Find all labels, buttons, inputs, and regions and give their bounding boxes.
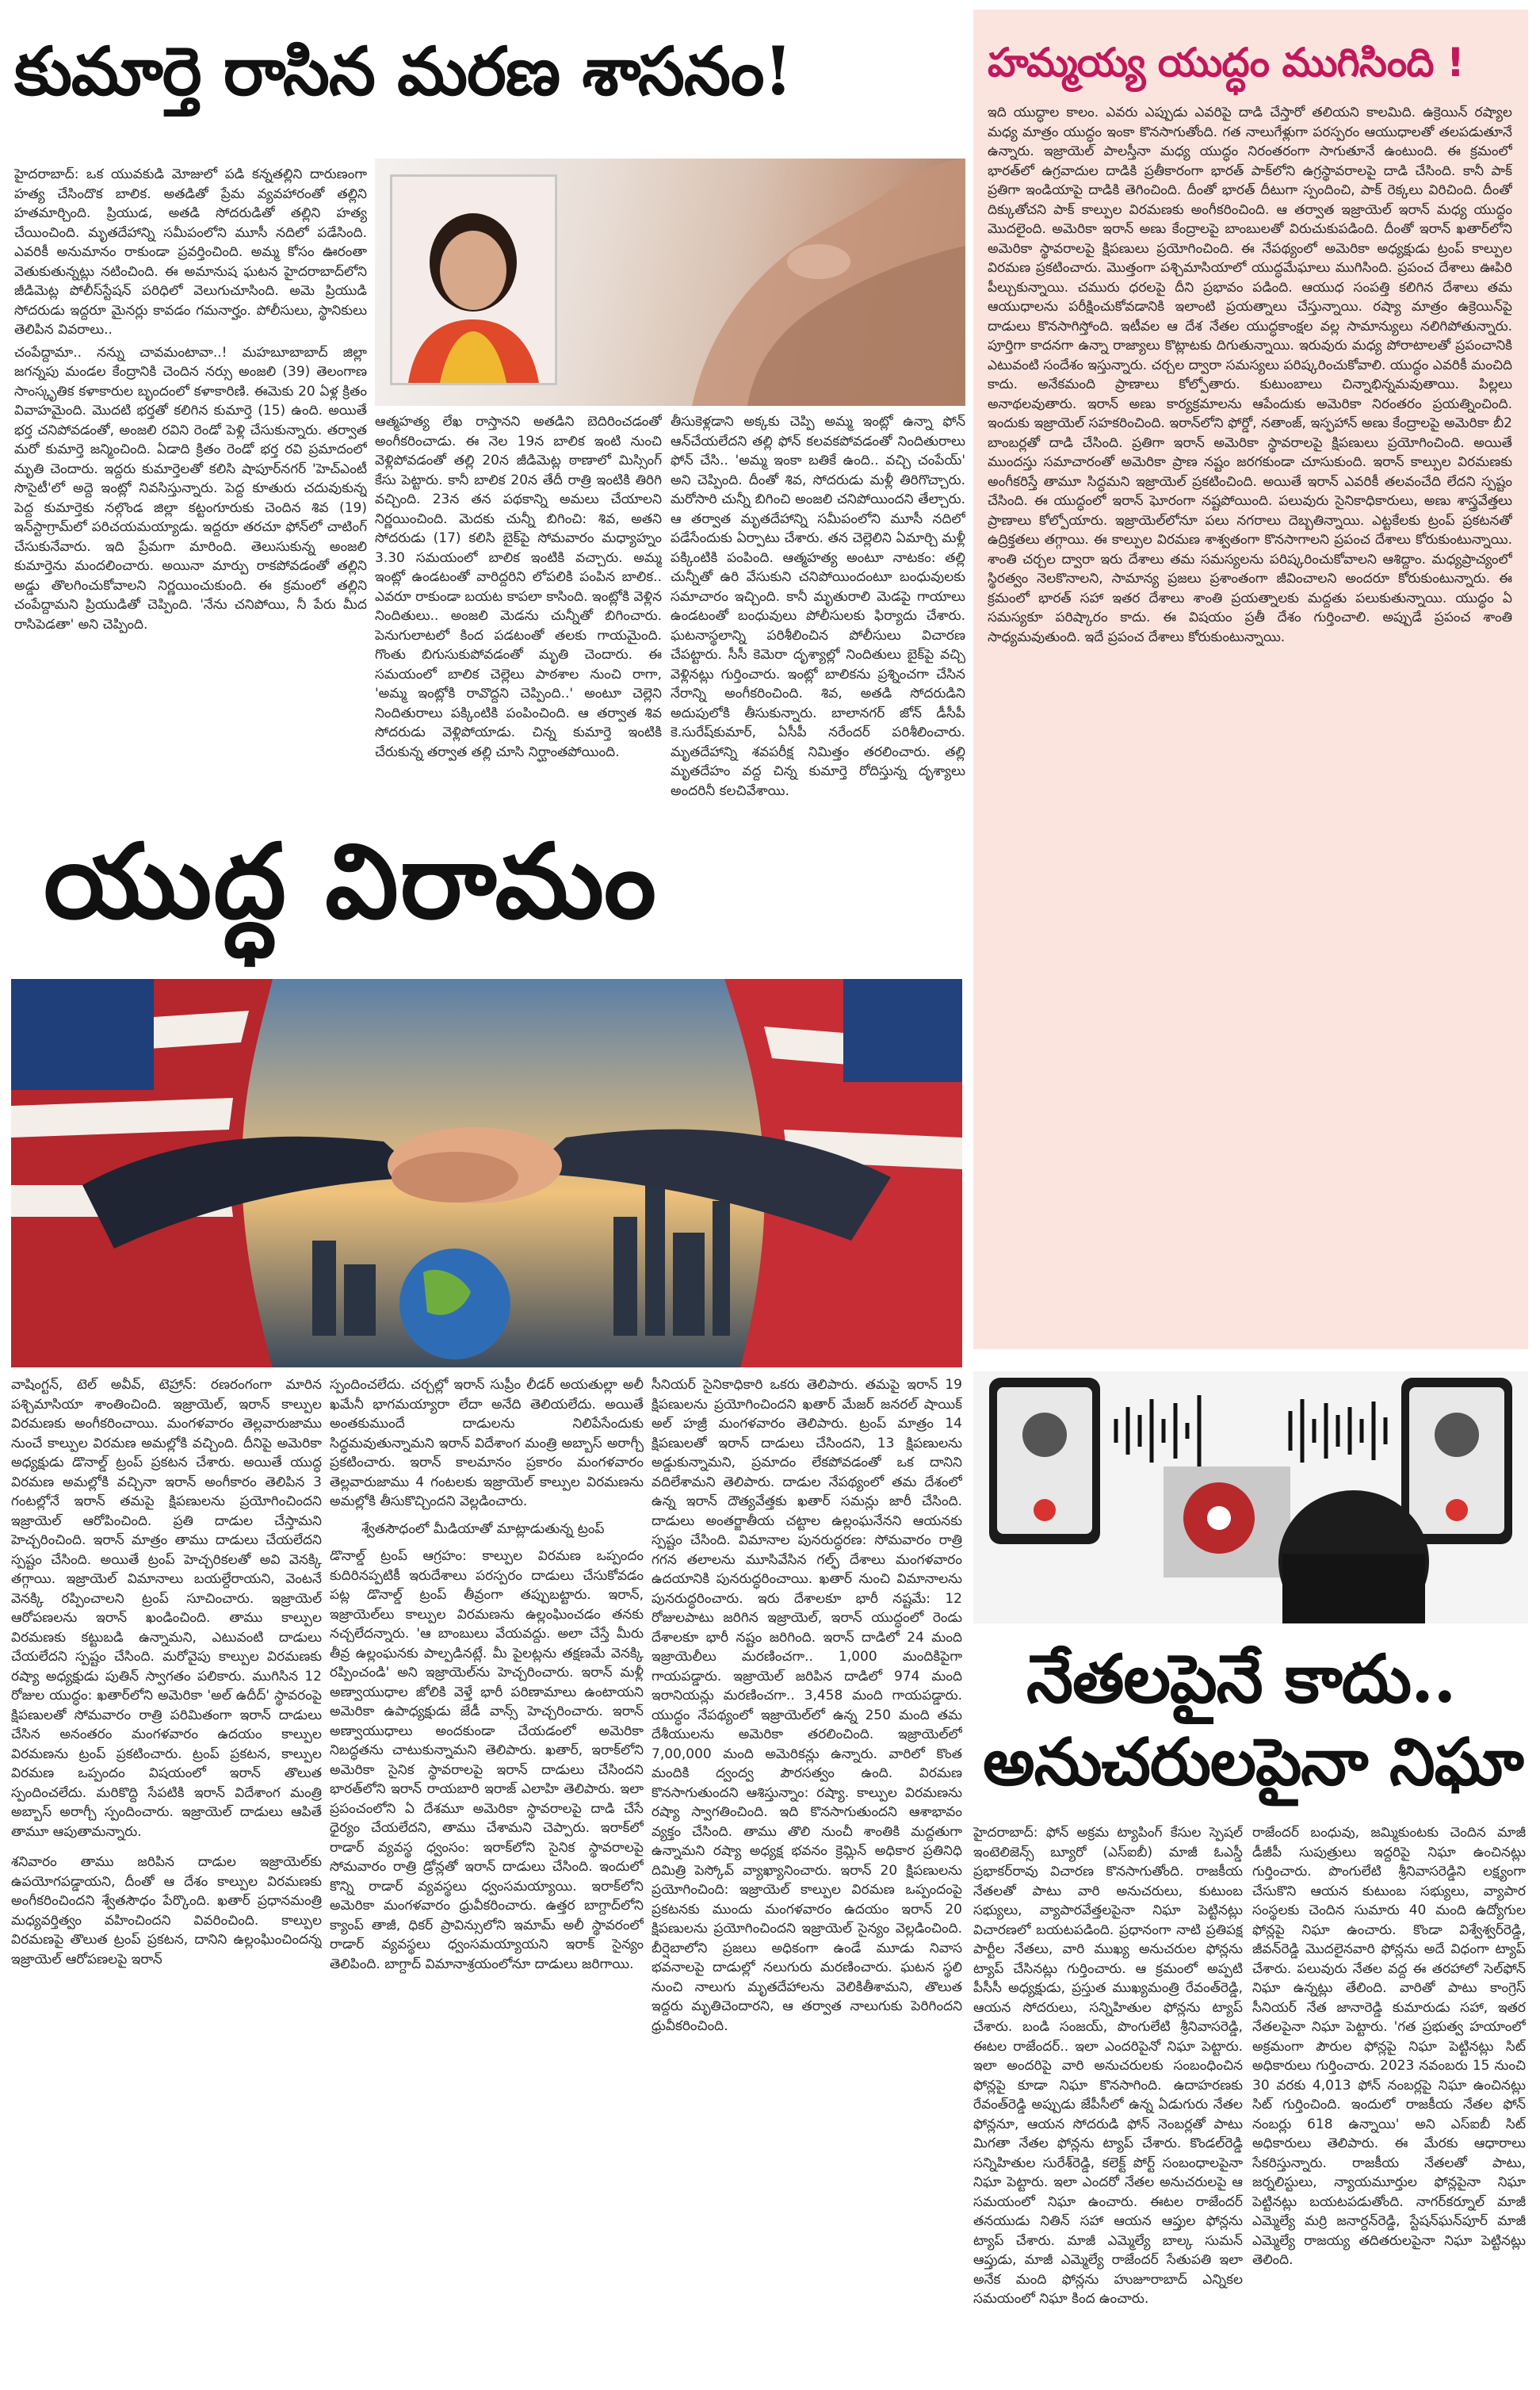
phone-tapping-illustration bbox=[973, 1371, 1528, 1623]
story4-headline-line2: అనుచరులపైనా నిఘా bbox=[983, 1724, 1523, 1800]
story4-photo-phone-tapping bbox=[973, 1371, 1528, 1623]
story2-body: ఇది యుద్ధాల కాలం. ఎవరు ఎప్పుడు ఎవరిపై దాడి చేస్తారో తలియని కాలమిది. ఉక్రెయిన్ రష్యాల మధ్య మాత్రం యుద్ధం ఇంకా కొనసాగుతోంది. గత నాలుగేళ్లుగా పరస్పరం ఆయుధాలతో తలపడుతూనే ఉన్నారు. ఇజ్రాయెల్ పాలస్తీనా మధ్య యుద్ధం నిరంతరంగా సాగుతూనే ఉంటుంది. ఈ క్రమంలో భారత్‌లో ఉగ్రవాదుల దాడికి ప్రతీకారంగా భారత్ పాక్‌లోని ఉగ్రస్థావరాలపై దాడి చేసింది. కానీ పాక్ ప్రతిగా ఇండియాపై దాడికి తెగించింది. దీంతో భారత్ దీటుగా స్పందించి, పాక్ రెక్కలు విరిచింది. దీంతో దిక్కుతోచని పాక్ కాల్పుల విరమణకు అంగీకరించింది. ఆ తర్వాత ఇజ్రాయెల్ ఇరాన్ మధ్య యుద్ధం మొదలైంది. అమెరికా ఇరాన్ అణు కేంద్రాలపై బాంబులతో విరుచుకుపడింది. దీంతో ఇరాన్ ఖతార్‌లోని అమెరికా స్థావరాలపై క్షిపణులు ప్రయోగించింది. ఈ నేపథ్యంలో అమెరికా అధ్యక్షుడు ట్రంప్ కాల్పుల విరమణ ప్రకటించారు. మొత్తంగా పశ్చిమాసియాలో యుద్ధమేఘాలు ముగిసింది. ప్రపంచ దేశాలు ఊపిరి పీల్చుకున్నాయి. చమురు ధరలపై దీని ప్రభావం పడింది. ఆయుధ సంపత్తి కలిగిన దేశాలు తమ ఆయుధాలను పరీక్షించుకోవడానికి ఇలాంటి ప్రయత్నాలు చేస్తున్నాయి. రష్యా మాత్రం ఉక్రెయిన్‌పై దాడులు కొనసాగిస్తోంది. ఇటీవల ఆ దేశ నేతల యుద్ధకాంక్షల వల్ల సామాన్యులు నలిగిపోతున్నారు. పూర్తిగా కాదనగా ఉన్నా రాజ్యాలు కొట్లాటకు దిగుతున్నాయి. ఇరువురు మధ్య పోరాటాలతో ప్రపంచానికి ఎటువంటి సందేశం ఇస్తున్నారు. చర్చల ద్వారా సమస్యలు పరిష్కరించుకోవాలి. యుద్ధం ఎవరికీ మంచిది కాదు. అనేకమంది ప్రాణాలు కోల్పోతారు. కుటుంబాలు చిన్నాభిన్నమవుతాయి. పిల్లలు అనాథలవుతారు. ఇరాన్ అణు కార్యక్రమాలను ఆపేందుకు అమెరికా నిరంతరం ప్రయత్నించింది. ఇందుకు ఇజ్రాయెల్ సహకరించింది. ఇరాన్‌లోని ఫోర్డో, నతాంజ్, ఇస్ఫహాన్ అణు కేంద్రాలపై అమెరికా బీ2 బాంబర్లతో దాడి చేసింది. ప్రతిగా ఇరాన్ అమెరికా స్థావరాలపై క్షిపణులు ప్రయోగించింది. అయితే ముందస్తు సమాచారంతో అమెరికా ప్రాణ నష్టం జరగకుండా చూసుకుంది. ఇరాన్ కాల్పుల విరమణకు అంగీకరిస్తే తామూ సిద్ధమని ఇజ్రాయెల్ ప్రకటించింది. అయితే ఇరాన్ ఎవరికీ తలవంచేది లేదని స్పష్టం చేసింది. ఈ యుద్ధంలో ఇరాన్ ఘోరంగా నష్టపోయింది. పలువురు సైనికాధికారులు, అణు శాస్త్రవేత్తలు ప్రాణాలు కోల్పోయారు. ఇజ్రాయెల్‌లోనూ పలు నగరాలు దెబ్బతిన్నాయి. ఎట్టకేలకు ట్రంప్ ప్రకటనతో ఉద్రిక్తతలు తగ్గాయి. ఈ కాల్పుల విరమణ శాశ్వతంగా కొనసాగాలని ప్రపంచ దేశాలు కోరుకుంటున్నాయి. శాంతి చర్చల ద్వారా ఇరు దేశాలు తమ సమస్యలను పరిష్కరించుకోవాలని ఆశిద్దాం. మధ్యప్రాచ్యంలో స్థిరత్వం నెలకొనాలని, సామాన్య ప్రజలు ప్రశాంతంగా జీవించాలని అందరూ కోరుకుంటున్నారు. ఈ క్రమంలో భారత్ సహా ఇతర దేశాలు శాంతి ప్రయత్నాలకు మద్దతు పలుకుతున్నాయి. యుద్ధం ఏ సమస్యకూ పరిష్కారం కాదు. ఈ విషయం ప్రతీ దేశం గుర్తించాలి. అప్పుడే ప్రపంచ శాంతి సాధ్యమవుతుంది. ఇదే ప్రపంచ దేశాలు కోరుకుంటున్నాయి. bbox=[988, 105, 1512, 645]
story4-col2: రాజేందర్ బంధువు, జమ్మికుంటకు చెందిన మాజీ డీజీపీ సుపుత్రులు ఇద్దరిపై నిఘా ఉంచినట్లు గుర్తించారు. పొంగులేటి శ్రీనివాసరెడ్డిని లక్ష్యంగా చేసుకొని ఆయన కుటుంబ సభ్యులు, వ్యాపార సంస్థలకు చెందిన సుమారు 40 మంది ఉద్యోగుల ఫోన్లపై నిఘా ఉంచారు. కొండా విశ్వేశ్వర్‌రెడ్డి, జీవన్‌రెడ్డి మొదలైనవారి ఫోన్లను అదే విధంగా ట్యాప్ చేశారు. పలువురు నేతల వద్ద ఈ తరహాలో సెల్‌ఫోన్ నిఘా ఉన్నట్లు తేలింది. వారితో పాటు కాంగ్రెస్ సీనియర్ నేత జానారెడ్డి కుమారుడు సహా, ఇతర నేతలపైనా నిఘా పెట్టారు. 'గత ప్రభుత్వ హయాంలో అక్రమంగా పౌరుల ఫోన్లపై నిఘా పెట్టినట్లు సిట్ అధికారులు గుర్తించారు. 2023 నవంబరు 15 నుంచి 30 వరకు 4,013 ఫోన్ నంబర్లపై నిఘా ఉంచినట్లు సిట్ గుర్తించింది. ఇందులో రాజకీయ నేతల ఫోన్ నంబర్లు 618 ఉన్నాయి' అని ఎస్ఐబీ సిట్ అధికారులు తెలిపారు. ఈ మేరకు ఆధారాలు సేకరిస్తున్నారు. రాజకీయ నేతలతో పాటు, జర్నలిస్టులు, న్యాయమూర్తుల ఫోన్లపైనా నిఘా పెట్టినట్లు బయటపడుతోంది. నాగర్‌కర్నూల్ మాజీ ఎమ్మెల్యే మర్రి జనార్దన్‌రెడ్డి, స్టేషన్‌ఘన్‌పూర్ మాజీ ఎమ్మెల్యే రాజయ్య తదితరులపైనా నిఘా పెట్టినట్లు తెలింది. bbox=[1252, 1825, 1526, 2268]
story2-headline: హమ్మయ్య యుద్ధం ముగిసింది ! bbox=[988, 40, 1464, 86]
story3-col2 bbox=[330, 1375, 644, 2382]
story1-col1 bbox=[14, 165, 367, 809]
story3-col2-subhead: శ్వేతసౌధంలో మీడియాతో మాట్లాడుతున్న ట్రంప్ bbox=[361, 1520, 605, 1537]
handshake-illustration bbox=[11, 979, 962, 1367]
story3-col1-para2: శనివారం తాము జరిపిన దాడుల ఇజ్రాయెల్‌కు ఉపయోగపడ్డాయని, దీంతో ఆ దేశం కాల్పుల విరమణకు అంగీకరించిందని శ్వేతసౌధం పేర్కొంది. ఖతార్ ప్రధానమంత్రి మధ్యవర్తిత్వం వహించిందని వివరించింది. కాల్పుల విరమణపై తొలుత ట్రంప్ ప్రకటన, దానిని ఉల్లంఘించిందన్న ఇజ్రాయెల్ ఆరోపణలపై ఇరాన్ bbox=[11, 1854, 322, 1967]
story1-headline: కుమార్తె రాసిన మరణ శాసనం! bbox=[14, 32, 793, 110]
story1-col1-para1: హైదరాబాద్‌: ఒక యువకుడి మోజులో పడి కన్నతల్లిని దారుణంగా హత్య చేసిందొక బాలిక. అతడితో ప్రేమ వ్యవహారంతో తల్లిని హతమార్చింది. ప్రియుడ, అతడి సోదరుడితో తల్లిని హత్య చేయించింది. మృతదేహాన్ని సమీపంలోని మూసీ నదిలో పడేసింది. ఎవరికీ అనుమానం రాకుండా ప్రవర్తించింది. అమ్మ కోసం ఊరంతా వెతుకుతున్నట్లు నటించింది. ఈ అమానుష ఘటన హైదరాబాద్‌లోని జీడిమెట్ల పోలీస్‌స్టేషన్ పరిధిలో వెలుగుచూసింది. అమె ప్రియుడి సోదరుడు ఇద్దరూ మైనర్లు కావడం గమనార్హం. పోలీసులు, స్థానికులు తెలిపిన వివరాలు.. bbox=[14, 166, 367, 338]
story4-col1: హైదరాబాద్: ఫోన్ అక్రమ ట్యాపింగ్ కేసుల స్పెషల్ ఇంటెలిజెన్స్ బ్యూరో (ఎస్ఐబీ) మాజీ ఓఎస్డీ ప్రభాకర్‌రావు విచారణ కొనసాగుతోంది. రాజకీయ నేతలతో పాటు వారి అనుచరులు, కుటుంబ సభ్యులు, వ్యాపారవేత్తలపైనా నిఘా పెట్టినట్లు విచారణలో బయటపడింది. ప్రధానంగా నాటి ప్రతిపక్ష పార్టీల నేతలు, వారి ముఖ్య అనుచరుల ఫోన్లను ట్యాప్ చేసినట్లు గుర్తించారు. ఆ క్రమంలో అప్పటి పీసీసీ అధ్యక్షుడు, ప్రస్తుత ముఖ్యమంత్రి రేవంత్‌రెడ్డి, ఆయన సోదరులు, సన్నిహితుల ఫోన్లను ట్యాప్ చేశారు. బండి సంజయ్, పొంగులేటి శ్రీనివాసరెడ్డి, ఈటల రాజేందర్.. ఇలా ఎందరిపైనో నిఘా పెట్టారు. ఇలా అందరిపై వారి అనుచరులకు సంబంధించిన ఫోన్లపై కూడా నిఘా కొనసాగింది. ఉదాహరణకు రేవంత్‌రెడ్డి అప్పుడు జేపీసీలో ఉన్న ఏడుగురు నేతల ఫోన్లనూ, ఆయన సోదరుడి ఫోన్ నెంబర్లతో పాటు మిగతా నేతల ఫోన్లను ట్యాప్ చేశారు. కొండల్‌రెడ్డి సన్నిహితుల సురేశ్‌రెడ్డి, కలెక్ట్ పోర్ట్ సంబంధాలపైనా నిఘా పెట్టారు. ఇలా ఎందరో నేతల అనుచరులపై ఆ సమయంలో నిఘా ఉంచారు. ఈటల రాజేందర్ తనయుడు నితిన్ సహా ఆయన ఆప్తుల ఫోన్లను ట్యాప్ చేశారు. మాజీ ఎమ్మెల్యే బాల్క సుమన్ ఆప్తుడు, మాజీ ఎమ్మెల్యే రాజేందర్‌ సేతుపతి ఇలా అనేక మంది ఫోన్లను హుజూరాబాద్ ఎన్నికల సమయంలో నిఘా కింద ఉంచారు. bbox=[973, 1825, 1243, 2307]
story3-headline: యుద్ధ విరామం bbox=[44, 820, 658, 942]
story3-col3: సీనియర్ సైనికాధికారి ఒకరు తెలిపారు. తమపై ఇరాన్ 19 క్షిపణులను ప్రయోగించిందని ఖతార్ మేజర్ జనరల్ షాయిక్ అల్ హజ్రీ మంగళవారం తెలిపారు. ట్రంప్ మాత్రం 14 క్షిపణులతో ఇరాన్ దాడులు చేసిందని, 13 క్షిపణులను అడ్డుకున్నామని, ప్రమాదం లేకపోవడంతో ఒక దానిని వదిలేశామని తెలిపారు. దాడుల నేపథ్యంలో తమ దేశంలో ఉన్న ఇరాన్ దౌత్యవేత్తకు ఖతార్ సమన్లు జారీ చేసింది. దాడులు అంతర్జాతీయ చట్టాల ఉల్లంఘనేనని ఆయనకు స్పష్టం చేసింది. విమానాల పునరుద్ధరణ: సోమవారం రాత్రి గగన తలాలను మూసివేసిన గల్ఫ్ దేశాలు మంగళవారం ఉదయానికి పునరుద్ధరించాయి. ఖతార్ నుంచి విమానాలను పునరుద్ధరించారు. ఇరు దేశాలకూ భారీ నష్టమే: 12 రోజులపాటు జరిగిన ఇజ్రాయెల్, ఇరాన్ యుద్ధంలో రెండు దేశాలకూ భారీ నష్టం జరిగింది. ఇరాన్ దాడిలో 24 మంది ఇజ్రాయెలీలు మరణించగా.. 1,000 మందికిపైగా గాయపడ్డారు. ఇజ్రాయెల్ జరిపిన దాడిలో 974 మంది ఇరానియన్లు మరణించగా.. 3,458 మంది గాయపడ్డారు. యుద్ధం నేపథ్యంలో ఇజ్రాయెల్‌లో ఉన్న 250 మంది తమ దేశీయులను అమెరికా తరలించింది. ఇజ్రాయెల్‌లో 7,00,000 మంది అమెరికన్లు ఉన్నారు. వారిలో కొంత మందికి ద్వంద్వ పౌరసత్వం ఉంది. విరమణ కొనసాగుతుందని ఆశిస్తున్నాం: రష్యా. కాల్పుల విరమణను రష్యా స్వాగతించింది. ఇది కొనసాగుతుందని ఆశాభావం వ్యక్తం చేసింది. తాము తొలి నుంచీ శాంతికి మద్దతుగా ఉన్నామని రష్యా అధ్యక్ష భవనం క్రెమ్లిన్ అధికార ప్రతినిధి దిమిత్రి పెస్కోవ్ వ్యాఖ్యానించారు. ఇరాన్ 20 క్షిపణులను ప్రయోగించింది: ఇజ్రాయెల్ కాల్పుల విరమణ ఒప్పందంపై ప్రకటనకు ముందు మంగళవారం ఉదయం ఇరాన్ 20 క్షిపణులను ప్రయోగించిందని ఇజ్రాయెల్ సైన్యం వెల్లడించింది. బీర్షెబాలోని ప్రజలు అధికంగా ఉండే మూడు నివాస భవనాలపై దాడుల్లో నలుగురు మరణించారు. ఘటన స్థలి నుంచి నాలుగు మృతదేహాలను వెలికితీశామని, తొలుత ఇద్దరు మృతిచెందారని, ఆ తర్వాత నాలుగుకు పెరిగిందని ధ్రువీకరించింది. bbox=[652, 1377, 962, 2034]
story1-col2: ఆత్మహత్య లేఖ రాస్తానని అతడిని బెదిరించడంతో అంగీకరించాడు. ఈ నెల 19న బాలిక ఇంటి నుంచి వెళ్లిపోవడంతో తల్లి 20న జీడిమెట్ల ఠాణాలో మిస్సింగ్ కేసు పెట్టారు. కానీ బాలిక 20న తేదీ రాత్రి ఇంటికి తిరిగి వచ్చింది. 23న తన పథకాన్ని అమలు చేయాలని నిర్ణయించింది. మెదకు చున్నీ బిగించి: శివ, అతని సోదరుడు (17) కలిసి బైక్‌పై సోమవారం మధ్యాహ్నం 3.30 సమయంలో బాలిక ఇంటికి వచ్చారు. అమ్మ ఇంట్లో ఉండటంతో వారిద్దరిని లోపలికి పంపిన బాలిక.. ఎవరూ రాకుండా బయట కాపలా కాసింది. ఇంట్లోకి వెళ్లిన నిందితులు.. అంజలి మెడను చున్నీతో బిగించారు. పెనుగులాటలో కింద పడటంతో తలకు గాయమైంది. గొంతు బిగుసుకుపోవడంతో మృతి చెందారు. ఈ సమయంలో బాలిక చెల్లెలు పాఠశాల నుంచి రాగా, 'అమ్మ ఇంట్లోకి రావొద్దని చెప్పింది..' అంటూ చెల్లెని నిందితురాలు పక్కింటికి పంపించింది. ఆ తర్వాత శివ సోదరుడు వెళ్లిపోయాడు. చిన్న కుమార్తె ఇంటికి చేరుకున్న తర్వాత తల్లి చూసి నిర్ఘాంతపోయింది. bbox=[375, 414, 662, 760]
story1-col3: తీసుకెళ్లడాని అక్కకు చెప్పి అమ్మ ఇంట్లో ఉన్నా ఫోన్ ఆన్‌చేయలేదని తల్లి ఫోన్ కలవకపోవడంతో నిందితురాలు ఫోన్ చేసి.. 'అమ్మ ఇంకా బతికే ఉంది.. వచ్చి చంపేయ్' అని చెప్పింది. దీంతో శివ, సోదరుడు మళ్లీ తిరిగొచ్చారు. మరోసారి చున్నీ బిగించి అంజలి చనిపోయిందని తేల్చారు. ఆ తర్వాత మృతదేహాన్ని సమీపంలోని మూసీ నదిలో పడేసేందుకు ఏర్పాటు చేశారు. తన చెల్లెలిని ఏమార్చి మళ్లీ పక్కింటికి పంపింది. ఆత్మహత్య అంటూ నాటకం: తల్లి చున్నీతో ఉరి వేసుకుని చనిపోయిందంటూ బంధువులకు సమాచారం ఇచ్చింది. కానీ మృతురాలి మెడపై గాయాలు ఉండటంతో బంధువులు పోలీసులకు ఫిర్యాదు చేశారు. ఘటనాస్థలాన్ని పరిశీలించిన పోలీసులు విచారణ చేపట్టారు. సీసీ కెమెరా దృశ్యాల్లో నిందితులు బైక్‌పై వచ్చి వెళ్లినట్లు గుర్తించారు. ఇంట్లో బాలికను ప్రశ్నించగా చేసిన నేరాన్ని అంగీకరించింది. శివ, అతడి సోదరుడిని అదుపులోకి తీసుకున్నారు. బాలానగర్ జోన్ డీసీపీ కె.సురేష్‌కుమార్, ఏసీపీ నరేందర్ పరిశీలించారు. మృతదేహాన్ని శవపరీక్ష నిమిత్తం తరలించారు. తల్లి మృతదేహం వద్ద చిన్న కుమార్తె రోదిస్తున్న దృశ్యాలు అందరినీ కలచివేశాయి. bbox=[671, 414, 965, 799]
story3-col2-para2: డొనాల్డ్ ట్రంప్ ఆగ్రహం: కాల్పుల విరమణ ఒప్పందం కుదిరినప్పటికీ ఇరుదేశాలు పరస్పరం దాడులు చేసుకోవడం పట్ల డొనాల్డ్ ట్రంప్ తీవ్రంగా తప్పుబట్టారు. ఇరాన్, ఇజ్రాయెల్‌లు కాల్పుల విరమణను ఉల్లంఘించడం తనకు నచ్చలేదన్నారు. 'ఆ బాంబులు వేయవద్దు. అలా చేస్తే మీరు తీవ్ర ఉల్లంఘనకు పాల్పడినట్లే. మీ పైలట్లను తక్షణమే వెనక్కి రప్పించండి' అని ఇజ్రాయెల్‌ను హెచ్చరించారు. ఇరాన్ మళ్లీ అణ్వాయుధాల జోలికి వెళ్తే భారీ పరిణామాలు ఉంటాయని అమెరికా ఉపాధ్యక్షుడు జేడీ వాన్స్ హెచ్చరించారు. ఇరాన్ అణ్వాయుధాలు అందకుండా చేయడంలో అమెరికా నిబద్ధతను చాటుకున్నామని తెలిపారు. ఖతార్, ఇరాక్‌లోని అమెరికా సైనిక స్థావరాలపై ఇరాన్ దాడులు చేసిందని భారత్‌లోని ఇరాన్ రాయబారి ఇరాజ్ ఎలాహి తెలిపారు. ఇలా ప్రపంచంలోని ఏ దేశమూ అమెరికా స్థావరాలపై దాడి చేసే ధైర్యం చేయలేదని, తాము చేశామని చెప్పారు. ఇరాక్‌లో రాడార్ వ్యవస్థ ధ్వంసం: ఇరాక్‌లోని సైనిక స్థావరాలపై సోమవారం రాత్రి డ్రోన్లతో ఇరాన్ దాడులు చేసింది. ఇందులో కొన్ని రాడార్ వ్యవస్థలు ధ్వంసమయ్యాయి. ఇరాక్‌లోని అమెరికా మంగళవారం ధ్రువీకరించారు. ఉత్తర బాగ్దాద్‌లోని క్యాంప్ తాజీ, ధికర్ ప్రావిన్సులోని ఇమామ్ అలీ స్థావరంలో రాడార్ వ్యవస్థలు ధ్వంసమయ్యాయని ఇరాక్ సైన్యం తెలిపింది. బాగ్దాద్ విమానాశ్రయంలోనూ దాడులు జరిగాయి. bbox=[330, 1548, 644, 1972]
portrait-icon bbox=[392, 177, 555, 383]
story3-handshake-photo bbox=[11, 979, 962, 1367]
story3-col1-para1: వాషింగ్టన్, టెల్ అవీవ్, టెహ్రాన్: రణరంగంగా మారిన పశ్చిమాసియా శాంతించింది. ఇజ్రాయెల్, ఇరాన్ కాల్పుల విరమణకు అంగీకరించాయి. మంగళవారం తెల్లవారుజాము నుంచే కాల్పుల విరమణ అమల్లోకి వచ్చింది. దీనిపై అమెరికా అధ్యక్షుడు డొనాల్డ్ ట్రంప్ ప్రకటన చేశారు. అయితే యుద్ధ విరమణ అమల్లోకి వచ్చినా ఇరాన్ అంగీకారం తెలిపిన 3 గంటల్లోనే ఇరాన్ తమపై క్షిపణులను ప్రయోగించిందని ఇజ్రాయెల్ ఆరోపించింది. ప్రతి దాడుల చేస్తామని హెచ్చరించింది. ఇరాన్ మాత్రం తాము దాడులు చేయలేదని స్పష్టం చేసింది. అయితే ట్రంప్ హెచ్చరికలతో అవి వెనక్కి తగ్గాయి. ఇజ్రాయెల్ విమానాలు బయల్దేరాయని, వెంటనే వెనక్కి రప్పించాలని ట్రంప్ సూచించారు. ఇజ్రాయెల్ ఆరోపణలను ఇరాన్ ఖండించింది. తాము కాల్పుల విరమణకు కట్టుబడి ఉన్నామని, ఎటువంటి దాడులు చేయలేదని స్పష్టం చేసింది. మరోవైపు కాల్పుల విరమణకు రష్యా అధ్యక్షుడు పుతిన్ స్వాగతం పలికారు. ముగిసిన 12 రోజుల యుద్ధం: ఖతార్‌లోని అమెరికా 'అల్ ఉదీద్' స్థావరంపై క్షిపణులతో సోమవారం రాత్రి పరిమితంగా ఇరాన్ దాడులు చేసిన అనంతరం మంగళవారం ఉదయం కాల్పుల విరమణను ట్రంప్ ప్రకటించారు. ట్రంప్ ప్రకటన, కాల్పుల విరమణ ఒప్పందం విషయంలో ఇరాన్ తొలుత స్పందించలేదు. మరికొద్ది సేపటికి ఇరాన్ విదేశాంగ మంత్రి అబ్బాస్ అరాగ్చీ స్పందించారు. ఇజ్రాయెల్ దాడులు ఆపితే తామూ ఆపుతామన్నారు. bbox=[11, 1377, 322, 1840]
story4-headline-line1: నేతలపైనే కాదు.. bbox=[1026, 1639, 1456, 1718]
story3-col1 bbox=[11, 1375, 322, 2382]
story1-portrait bbox=[390, 174, 557, 385]
story3-col2-para1: స్పందించలేదు. చర్చల్లో ఇరాన్ సుప్రీం లీడర్ అయతుల్లా అలీ ఖమేనీ భాగమయ్యారా లేదా అనేది తెలియలేదు. అయితే అంతకుముందే దాడులను నిలిపేసేందుకు సిద్ధమవుతున్నామని ఇరాన్ విదేశాంగ మంత్రి అబ్బాస్ అరాగ్చీ ప్రకటించారు. ఇరాన్ కాలమానం ప్రకారం మంగళవారం తెల్లవారుజాము 4 గంటలకు ఇజ్రాయెల్ కాల్పుల విరమణను అమల్లోకి తీసుకొచ్చిందని వెల్లడించారు. bbox=[330, 1377, 644, 1509]
story2-box bbox=[973, 10, 1528, 1349]
story1-col1-para2: చంపేద్దామా.. నన్ను చావమంటావా..! మహబూబాబాద్ జిల్లా జగన్నపు మండల కేంద్రానికి చెందిన నర్సు అంజలి (39) తెలంగాణ సాంస్కృతిక కళాకారుల బృందంలో కళాకారిణి. ఈమెకు 20 ఏళ్ల క్రితం వివాహమైంది. మొదటి భర్తతో కలిగిన కుమార్తె (15) ఉంది. అయితే భర్త చనిపోవడంతో, అంజలి రవిని రెండో పెళ్లి చేసుకున్నారు. తర్వాత మరో కుమార్తె జన్మించింది. ఏడాది క్రితం రెండో భర్త రవి ప్రమాదంలో మృతి చెందారు. ఇద్దరు కుమార్తెలతో కలిసి షాపూర్‌నగర్ 'హెచ్ఎంటీ సొసైటీ'లో అద్దె ఇంట్లో నివసిస్తున్నారు. పెద్ద కూతురు చదువుకున్న పెద్ద కుమార్తెకు నల్గొండ జిల్లా కట్టంగూరుకు చెందిన శివ (19) ఇన్‌స్టాగ్రామ్‌లో పరిచయమయ్యాడు. ఇద్దరూ తరచూ ఫోన్‌లో చాటింగ్ చేసుకునేవారు. ఇది ప్రేమగా మారింది. తెలుసుకున్న అంజలి కుమార్తెను మందలించారు. అయినా మార్పు రాకపోవడంతో తల్లిని అడ్డు తొలగించుకోవాలని నిర్ణయించుకుంది. ఈ క్రమంలో తల్లిని చంపేద్దామని ప్రియుడితో చెప్పింది. 'నేను చనిపోయి, నీ పేరు మీద రాసిపెడతా' అని చెప్పింది. bbox=[14, 344, 367, 633]
